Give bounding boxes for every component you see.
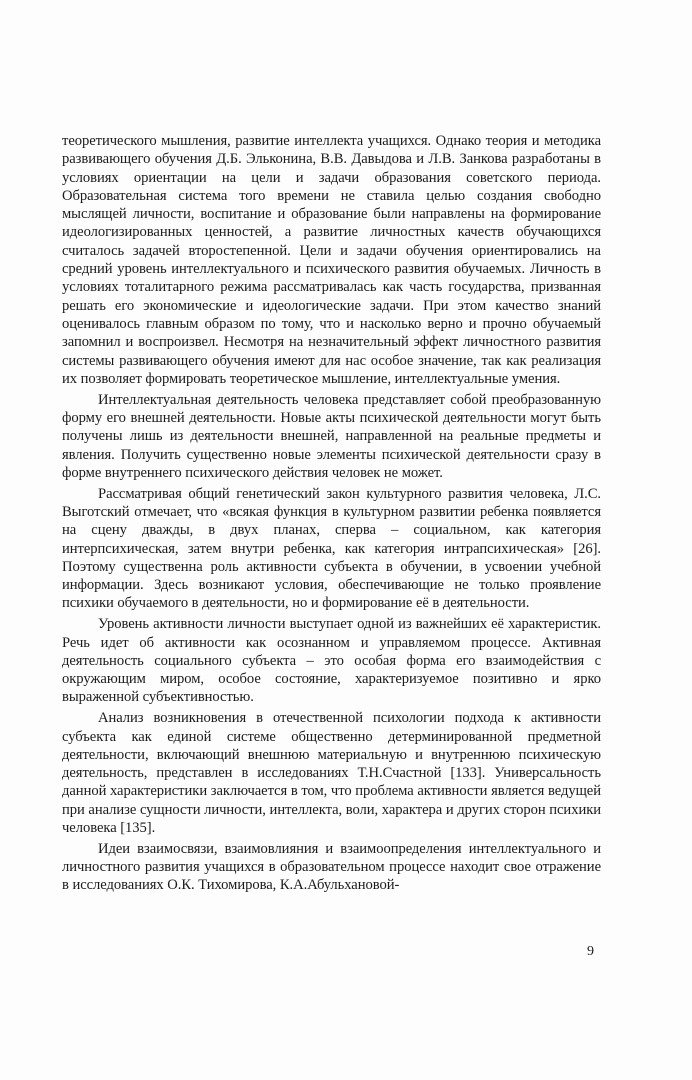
paragraph-6: Идеи взаимосвязи, взаимовлияния и взаимоопределения интеллектуального и личностного развития учащихся в образовательном процессе находит свое отражение в исследованиях О.К. Тихомирова, К.А.Абульхановой- — [62, 840, 601, 894]
page-number: 9 — [587, 944, 594, 959]
paragraph-5: Анализ возникновения в отечественной психологии подхода к активности субъекта как единой системе общественно детерминированной предметной деятельности, включающий внешнюю материальную и внутреннюю психическую деятельность, представлен в исследованиях Т.Н.Счастной [133]. Универсальность данной характеристики заключается в том, что проблема активности является ведущей при анализе сущности личности, интеллекта, воли, характера и других сторон психики человека [135]. — [62, 710, 601, 836]
paragraph-4: Уровень активности личности выступает одной из важнейших её характеристик. Речь идет об активности как осознанном и управляемом процессе. Активная деятельность социального субъекта – это особая форма его взаимодействия с окружающим миром, особое состояние, характеризуемое позитивно и ярко выраженной субъективностью. — [62, 616, 601, 706]
paragraph-3: Рассматривая общий генетический закон культурного развития человека, Л.С. Выготский отмечает, что «всякая функция в культурном развитии ребенка появляется на сцену дважды, в двух планах, сперва – социальном, как категория интерпсихическая, затем внутри ребенка, как категория интрапсихическая» [26]. Поэтому существенна роль активности субъекта в обучении, в усвоении учебной информации. Здесь возникают условия, обеспечивающие не только проявление психики обучаемого в деятельности, но и формирование её в деятельности. — [62, 485, 601, 612]
body-text — [62, 132, 601, 897]
paragraph-2: Интеллектуальная деятельность человека представляет собой преобразованную форму его внешней деятельности. Новые акты психической деятельности могут быть получены лишь из деятельности внешней, направленной на реальные предметы и явления. Получить существенно новые элементы психической деятельности сразу в форме внутреннего психического действия человек не может. — [62, 391, 601, 481]
paragraph-1: теоретического мышления, развитие интеллекта учащихся. Однако теория и методика развивающего обучения Д.Б. Эльконина, В.В. Давыдова и Л.В. Занкова разработаны в условиях ориентации на цели и задачи образования советского периода. Образовательная система того времени не ставила целью создания свободно мыслящей личности, воспитание и образование были направлены на формирование идеологизированных ценностей, а развитие личностных качеств обучающихся считалось задачей второстепенной. Цели и задачи обучения ориентировались на средний уровень интеллектуального и психического развития обучаемых. Личность в условиях тоталитарного режима рассматривалась как часть государства, призванная решать его экономические и идеологические задачи. При этом качество знаний оценивалось главным образом по тому, что и насколько верно и прочно обучаемый запомнил и воспроизвел. Несмотря на незначительный эффект личностного развития системы развивающего обучения имеют для нас особое значение, так как реализация их позволяет формировать теоретическое мышление, интеллектуальные умения. — [62, 133, 601, 387]
